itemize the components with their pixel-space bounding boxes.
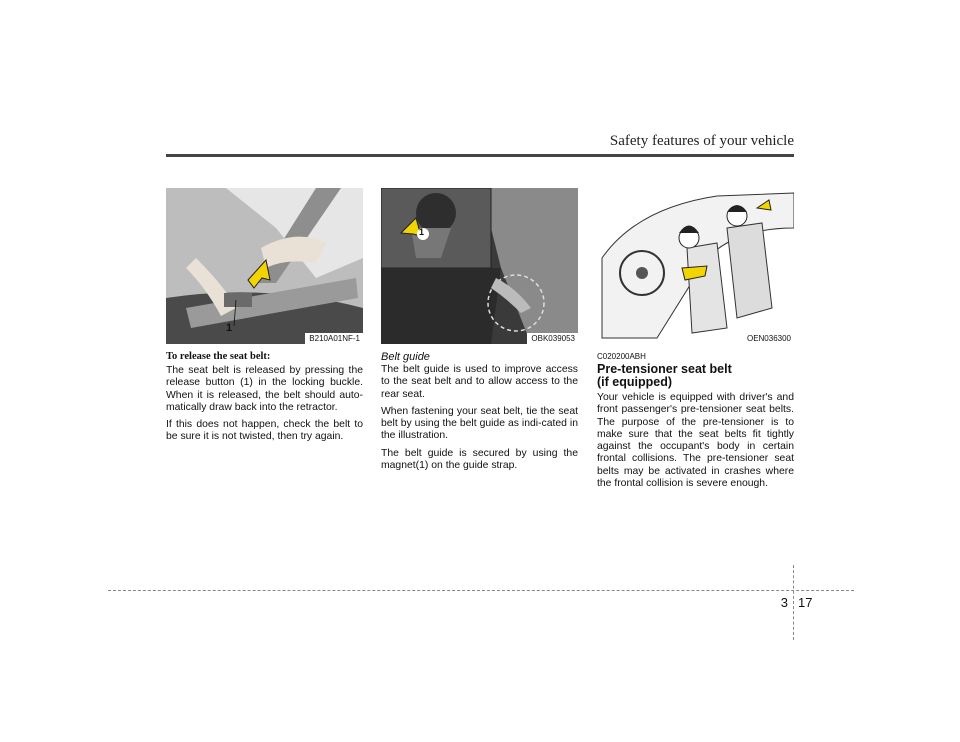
paragraph: The belt guide is used to improve access to the seat belt and to allow access to the rear seat. — [381, 364, 578, 400]
section-code: C020200ABH — [597, 352, 646, 361]
belt-guide-illustration — [381, 188, 578, 344]
paragraph: The belt guide is secured by using the magnet(1) on the guide strap. — [381, 447, 578, 472]
callout-number: 1 — [226, 322, 233, 334]
section-title-line: (if equipped) — [597, 375, 672, 389]
section-title — [597, 363, 794, 389]
subheading: Belt guide — [381, 351, 430, 363]
running-header-title: Safety features of your vehicle — [609, 133, 794, 149]
section-title-line: Pre-tensioner seat belt — [597, 362, 732, 376]
header-rule — [166, 154, 794, 157]
section-number: 3 — [780, 595, 788, 610]
seat-belt-release-illustration — [166, 188, 363, 344]
footer-divider — [793, 565, 794, 640]
paragraph: If this does not happen, check the belt to be sure it is not twisted, then try again. — [166, 419, 363, 443]
callout-number: 1 — [419, 227, 425, 237]
paragraph: When fastening your seat belt, tie the seat belt by using the belt guide as indi-cated in the illustration. — [381, 405, 578, 442]
paragraph: Your vehicle is equipped with driver's and front passenger's pre-tensioner seat belts. The purpose of the pre-tensioner is to make sure that the seat belts fit tightly against the occupant's body in certain frontal collisions. The pre-tensioner seat belts may be activated in crashes where the frontal collision is severe enough. — [597, 392, 794, 490]
figure-pretensioner — [597, 188, 794, 344]
column-pretensioner — [597, 188, 794, 495]
column-release-seat-belt — [166, 188, 363, 449]
page-number: 17 — [798, 595, 813, 610]
footer-rule — [108, 590, 854, 591]
pretensioner-illustration — [597, 188, 794, 344]
figure-code: OEN036300 — [743, 333, 794, 344]
subheading: To release the seat belt: — [166, 351, 271, 362]
figure-belt-guide — [381, 188, 578, 344]
paragraph: The seat belt is released by pressing the release button (1) in the locking buckle. When it is released, the belt should auto-matically draw back into the retractor. — [166, 365, 363, 413]
figure-seat-belt-release — [166, 188, 363, 344]
figure-code: B210A01NF-1 — [305, 333, 363, 344]
column-belt-guide — [381, 188, 578, 477]
figure-code: OBK039053 — [527, 333, 578, 344]
